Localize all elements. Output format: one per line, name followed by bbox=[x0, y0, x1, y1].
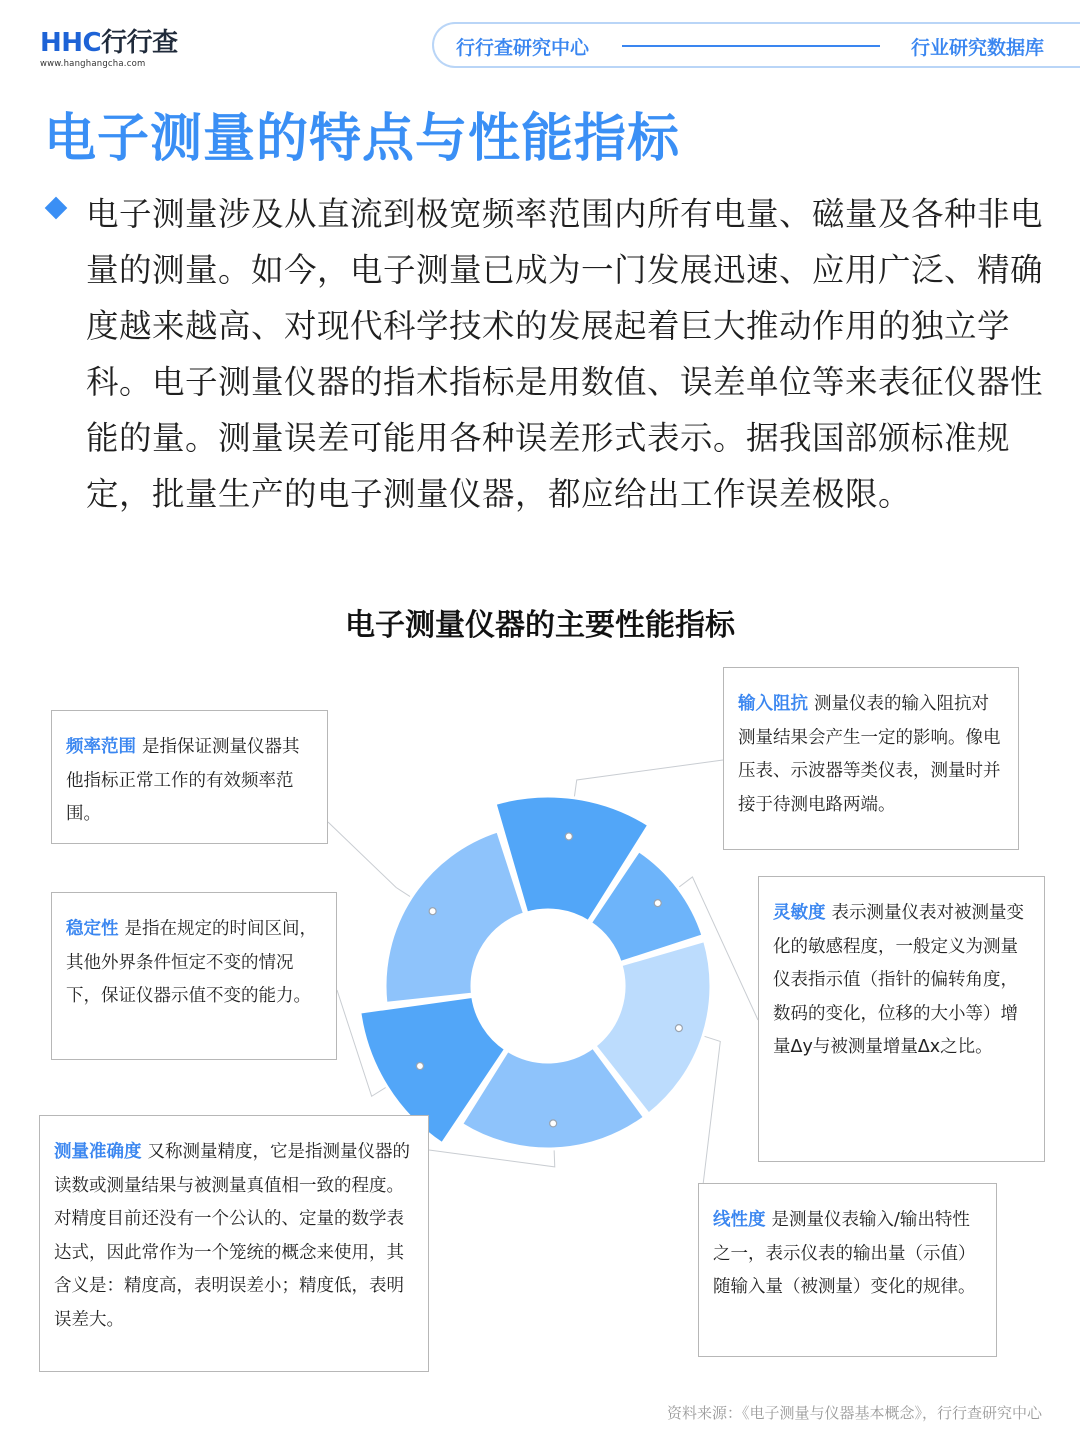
callout-term: 测量准确度 bbox=[54, 1142, 142, 1162]
slice-marker-dot bbox=[565, 833, 572, 840]
slice-marker-dot bbox=[429, 908, 436, 915]
callout-term: 输入阻抗 bbox=[738, 694, 808, 714]
logo-url: www.hanghangcha.com bbox=[40, 59, 146, 69]
callout-term: 频率范围 bbox=[66, 737, 136, 757]
callout-text: 又称测量精度，它是指测量仪器的读数或测量结果与被测量真值相一致的程度。对精度目前还没有一个公认的、定量的数学表达式，因此常作为一个笼统的概念来使用，其含义是：精度高，表明误差小；精度低，表明误差大。 bbox=[54, 1142, 410, 1330]
callout-input-impedance bbox=[723, 667, 1019, 850]
callout-term: 线性度 bbox=[713, 1210, 766, 1230]
callout-term: 稳定性 bbox=[66, 919, 119, 939]
diagram-title: 电子测量仪器的主要性能指标 bbox=[345, 608, 735, 643]
header-left-label: 行行查研究中心 bbox=[456, 37, 590, 59]
donut-slice bbox=[385, 831, 525, 1003]
callout-accuracy bbox=[39, 1115, 429, 1372]
callout-text: 是测量仪表输入/输出特性之一，表示仪表的输出量（示值）随输入量（被测量）变化的规律。 bbox=[713, 1210, 976, 1297]
logo-name: 行行查 bbox=[101, 28, 178, 58]
slice-marker-dot bbox=[675, 1025, 682, 1032]
callout-text: 测量仪表的输入阻抗对测量结果会产生一定的影响。像电压表、示波器等类仪表，测量时并接于待测电路两端。 bbox=[738, 694, 1001, 815]
callout-frequency-range bbox=[51, 710, 328, 844]
header-right-label: 行业研究数据库 bbox=[910, 37, 1044, 59]
callout-term: 灵敏度 bbox=[773, 903, 826, 923]
callout-stability bbox=[51, 892, 337, 1060]
logo-mark: HHC bbox=[40, 28, 102, 58]
page-title: 电子测量的特点与性能指标 bbox=[44, 109, 681, 169]
callout-text: 是指在规定的时间区间，其他外界条件恒定不变的情况下，保证仪器示值不变的能力。 bbox=[66, 919, 317, 1006]
slice-marker-dot bbox=[550, 1120, 557, 1127]
source-note: 资料来源：《电子测量与仪器基本概念》，行行查研究中心 bbox=[666, 1404, 1042, 1422]
slice-marker-dot bbox=[416, 1063, 423, 1070]
callout-linearity bbox=[698, 1183, 997, 1357]
callout-sensitivity bbox=[758, 876, 1045, 1162]
callout-text: 表示测量仪表对被测量变化的敏感程度，一般定义为测量仪表指示值（指针的偏转角度，数码的变化，位移的大小等）增量Δy与被测量增量Δx之比。 bbox=[773, 903, 1024, 1057]
slice-marker-dot bbox=[654, 900, 661, 907]
callout-text: 是指保证测量仪器其他指标正常工作的有效频率范围。 bbox=[66, 737, 300, 824]
intro-paragraph: 电子测量涉及从直流到极宽频率范围内所有电量、磁量及各种非电量的测量。如今，电子测量已成为一门发展迅速、应用广泛、精确度越来越高、对现代科学技术的发展起着巨大推动作用的独立学科。电子测量仪器的指术指标是用数值、误差单位等来表征仪器性能的量。测量误差可能用各种误差形式表示。据我国部颁标准规定，批量生产的电子测量仪器，都应给出工作误差极限。 bbox=[86, 195, 1044, 513]
